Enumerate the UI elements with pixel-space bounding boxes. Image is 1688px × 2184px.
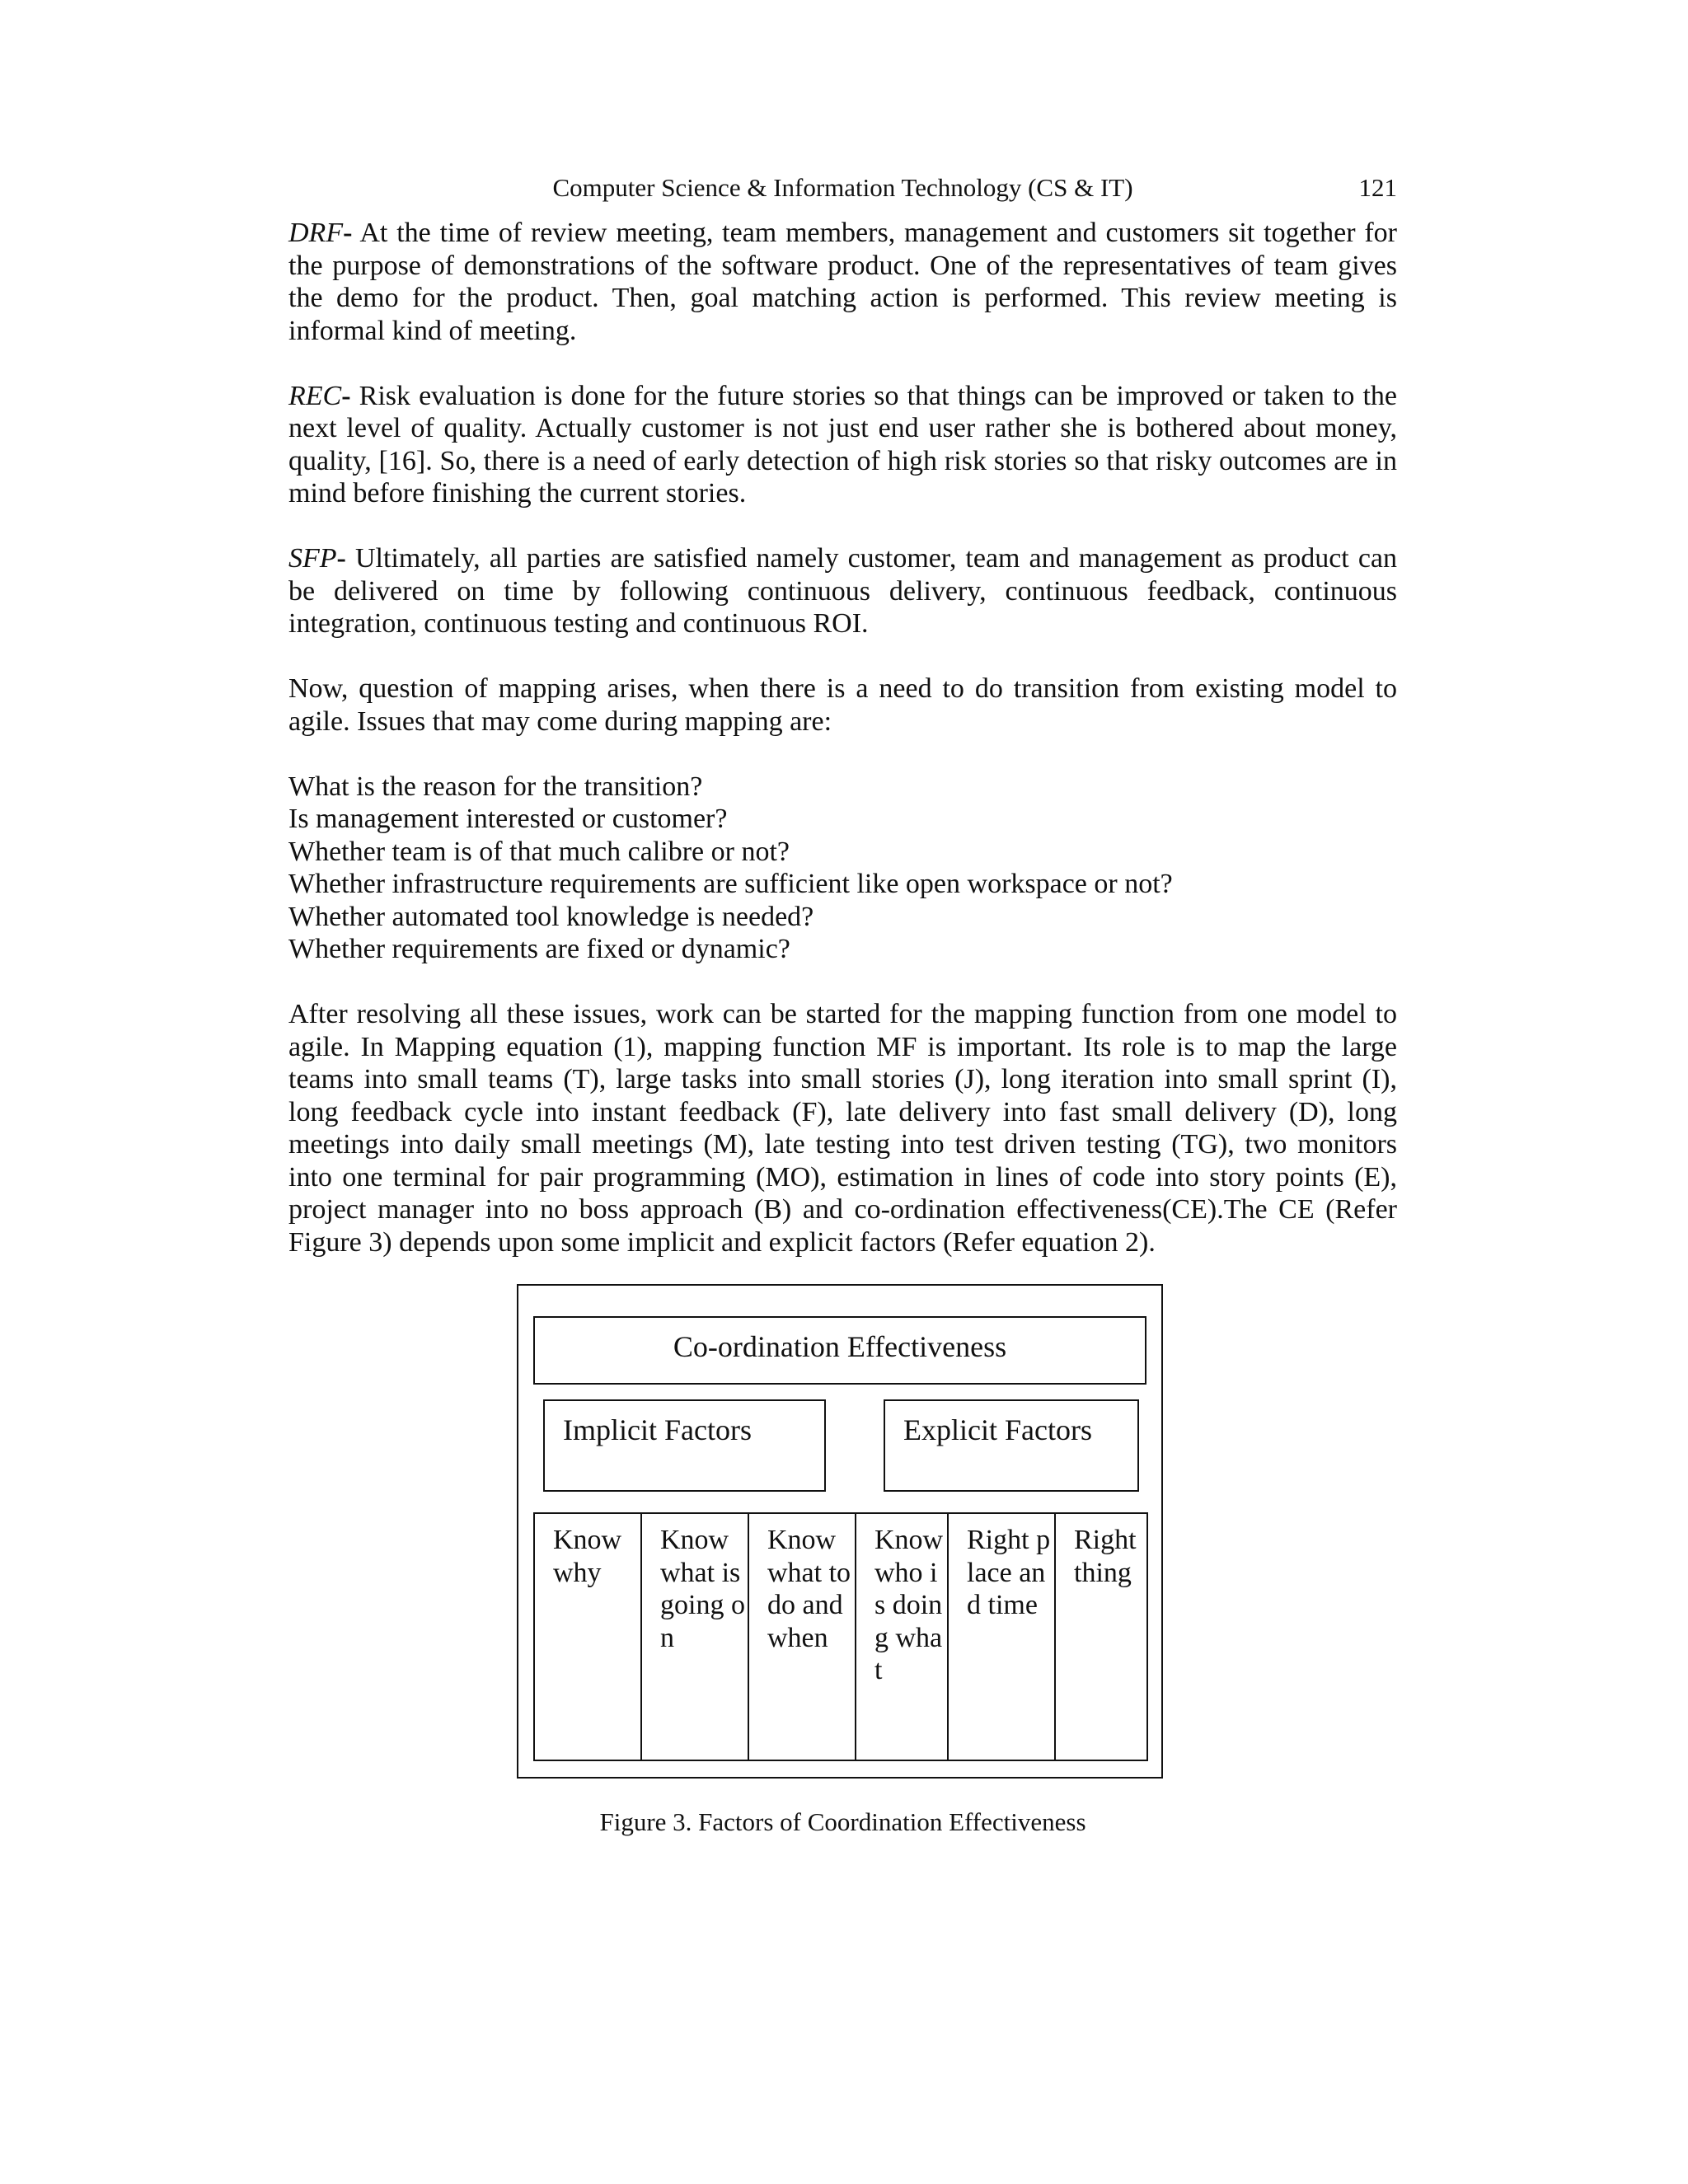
question-item: Whether requirements are fixed or dynamic? — [288, 934, 790, 964]
paragraph-resolution: After resolving all these issues, work can be started for the mapping function from one model to agile. In Mapping equation (1), mapping function MF is important. Its role is to map the large teams into small teams (T), large tasks into small stories (J), long iteration into small sprint (I), long feedback cycle into instant feedback (F), late delivery into fast small delivery (D), long meetings into daily small meetings (M), late testing into test driven testing (TG), two monitors into one terminal for pair programming (MO), estimation in lines of code into story points (E), project manager into no boss approach (B) and co-ordination effectiveness(CE).The CE (Refer Figure 3) depends upon some implicit and explicit factors (Refer equation 2). — [288, 999, 1397, 1258]
page-number: 121 — [1358, 173, 1397, 202]
question-item: What is the reason for the transition? — [288, 771, 703, 802]
paragraph-drf — [288, 217, 1397, 347]
coordination-effectiveness-box: Co-ordination Effectiveness — [533, 1316, 1146, 1385]
question-item: Whether automated tool knowledge is needed? — [288, 901, 814, 932]
factor-cell: Right thing — [1055, 1513, 1147, 1760]
paragraph-mapping-intro: Now, question of mapping arises, when there is a need to do transition from existing model to agile. Issues that may come during mapping are: — [288, 673, 1397, 737]
paragraph-sfp — [288, 542, 1397, 640]
term-dash: - — [336, 543, 346, 574]
paragraph-sfp-text: Ultimately, all parties are satisfied namely customer, team and management as product can be delivered on time by following continuous delivery, continuous feedback, continuous integration, continuous testing and continuous ROI. — [288, 543, 1397, 639]
term-dash: - — [341, 380, 351, 411]
question-item: Whether team is of that much calibre or not? — [288, 836, 790, 867]
journal-title: Computer Science & Information Technology (CS & IT) — [552, 173, 1133, 202]
term-dash: - — [343, 218, 353, 248]
explicit-factors-box: Explicit Factors — [884, 1399, 1139, 1492]
factor-cell: Know what is going on — [641, 1513, 748, 1760]
paragraph-rec-text: Risk evaluation is done for the future stories so that things can be improved or taken to the next level of quality. Actually customer is not just end user rather she is bothered about money, quality, [16]. So, there is a need of early detection of high risk stories so that risky outcomes are in mind before finishing the current stories. — [288, 380, 1397, 509]
figure-caption: Figure 3. Factors of Coordination Effectiveness — [599, 1807, 1086, 1836]
term-drf: DRF — [288, 218, 344, 248]
factor-cell: Right place and time — [948, 1513, 1055, 1760]
page-header — [288, 169, 1397, 207]
term-sfp: SFP — [288, 543, 337, 574]
factor-cell: Know who is doing what — [856, 1513, 948, 1760]
implicit-factors-box: Implicit Factors — [543, 1399, 826, 1492]
factor-cell: Know what to do and when — [748, 1513, 856, 1760]
factors-table — [533, 1512, 1148, 1761]
factor-cell: Know why — [534, 1513, 641, 1760]
figure-3-diagram — [517, 1284, 1163, 1779]
question-item: Whether infrastructure requirements are sufficient like open workspace or not? — [288, 869, 1173, 899]
term-rec: REC — [288, 380, 342, 411]
question-list — [288, 771, 1397, 966]
body-text — [288, 217, 1397, 1258]
paragraph-rec — [288, 380, 1397, 510]
paragraph-drf-text: At the time of review meeting, team members, management and customers sit together for the purpose of demonstrations of the software product. One of the representatives of team gives the demo for the product. Then, goal matching action is performed. This review meeting is informal kind of meeting. — [288, 218, 1397, 346]
question-item: Is management interested or customer? — [288, 804, 728, 834]
